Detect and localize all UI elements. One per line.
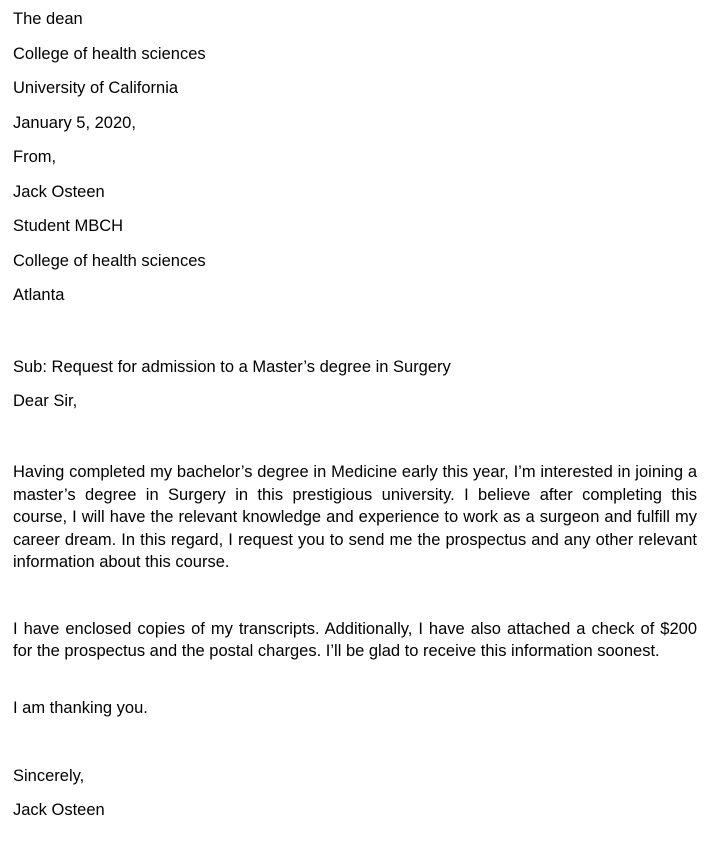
- sign-off: Sincerely,: [13, 766, 85, 785]
- recipient-department: College of health sciences: [13, 44, 206, 63]
- letter-date: January 5, 2020,: [13, 113, 136, 132]
- body-paragraph-2: I have enclosed copies of my transcripts. Additionally, I have also attached a check of $200 for the prospectus and the postal charges. I’ll be glad to receive this information soonest.: [13, 619, 697, 660]
- salutation: Dear Sir,: [13, 392, 78, 410]
- from-label: From,: [13, 148, 57, 166]
- letter: [13, 0, 697, 820]
- recipient-name: The dean: [13, 10, 83, 28]
- sender-city: Atlanta: [13, 286, 65, 304]
- sender-department: College of health sciences: [13, 251, 206, 270]
- subject-line: Sub: Request for admission to a Master’s degree in Surgery: [13, 358, 451, 376]
- recipient-institution: University of California: [13, 79, 179, 97]
- body-paragraph-1: Having completed my bachelor’s degree in Medicine early this year, I’m interested in joining a master’s degree in Surgery in this prestigious university. I believe after completing this course, I will have the relevant knowledge and experience to work as a surgeon and fulfill my career dream. In this regard, I request you to send me the prospectus and any other relevant information about this course.: [13, 463, 697, 571]
- thanks-line: I am thanking you.: [13, 698, 148, 717]
- sender-name: Jack Osteen: [13, 182, 105, 201]
- sender-title: Student MBCH: [13, 217, 124, 235]
- signature-name: Jack Osteen: [13, 800, 105, 819]
